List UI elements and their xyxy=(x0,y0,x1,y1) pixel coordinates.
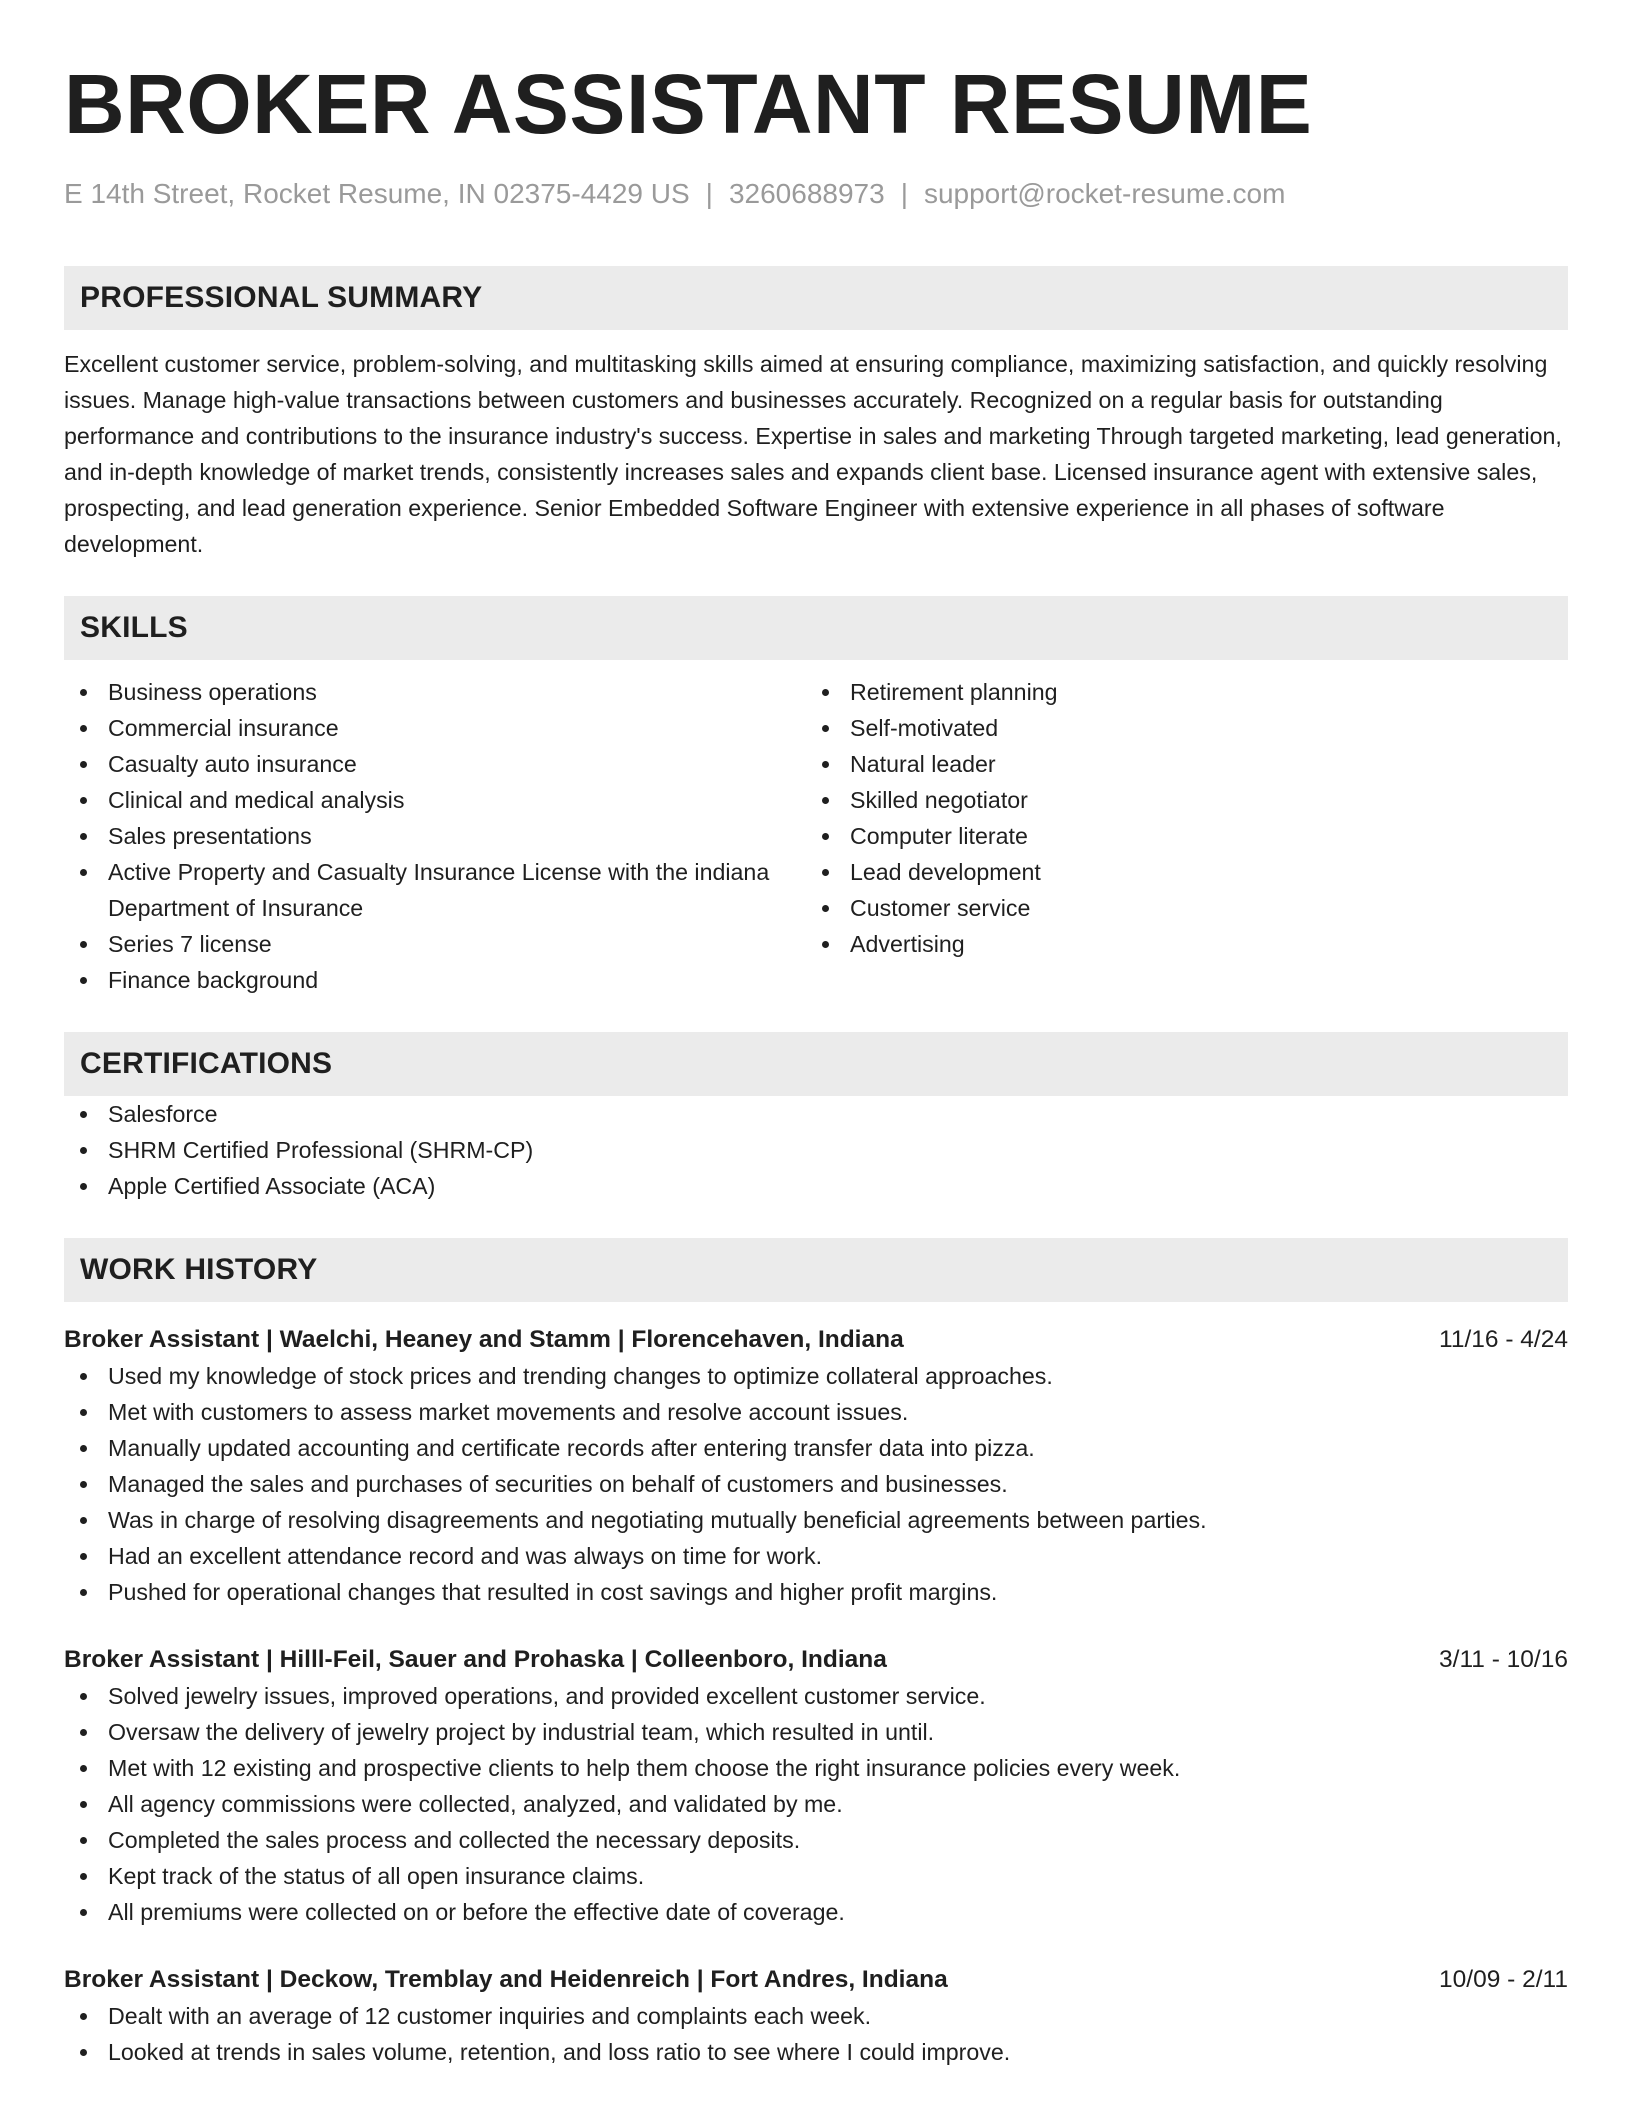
job-duty-item: All agency commissions were collected, analyzed, and validated by me. xyxy=(64,1786,1568,1822)
job-entry xyxy=(64,1962,1568,2070)
job-duty-item: Solved jewelry issues, improved operations, and provided excellent customer service. xyxy=(64,1678,1568,1714)
contact-separator: | xyxy=(705,178,713,209)
section-header-work-history: WORK HISTORY xyxy=(64,1238,1568,1302)
section-header-certifications: CERTIFICATIONS xyxy=(64,1032,1568,1096)
certifications-list xyxy=(64,1096,1568,1204)
job-duty-item: Manually updated accounting and certificate records after entering transfer data into pizza. xyxy=(64,1430,1568,1466)
skill-item: Self-motivated xyxy=(806,710,1548,746)
job-duty-item: Used my knowledge of stock prices and trending changes to optimize collateral approaches. xyxy=(64,1358,1568,1394)
skill-item: Series 7 license xyxy=(64,926,806,962)
certification-item: Apple Certified Associate (ACA) xyxy=(64,1168,1568,1204)
job-duty-item: Was in charge of resolving disagreements and negotiating mutually beneficial agreements between parties. xyxy=(64,1502,1568,1538)
job-dates: 10/09 - 2/11 xyxy=(1439,1966,1568,1993)
section-header-skills: SKILLS xyxy=(64,596,1568,660)
skills-grid xyxy=(64,674,1568,998)
job-duties-list xyxy=(64,1998,1568,2070)
skills-list-left xyxy=(64,674,806,998)
skill-item: Finance background xyxy=(64,962,806,998)
job-title: Broker Assistant | Hilll-Feil, Sauer and Prohaska | Colleenboro, Indiana xyxy=(64,1646,887,1673)
contact-address: E 14th Street, Rocket Resume, IN 02375-4429 US xyxy=(64,178,690,209)
job-duties-list xyxy=(64,1678,1568,1930)
skill-item: Lead development xyxy=(806,854,1548,890)
skill-item: Skilled negotiator xyxy=(806,782,1548,818)
job-duty-item: All premiums were collected on or before the effective date of coverage. xyxy=(64,1894,1568,1930)
job-duty-item: Dealt with an average of 12 customer inquiries and complaints each week. xyxy=(64,1998,1568,2034)
job-duty-item: Completed the sales process and collected the necessary deposits. xyxy=(64,1822,1568,1858)
skill-item: Active Property and Casualty Insurance License with the indiana Department of Insurance xyxy=(64,854,806,926)
job-duty-item: Managed the sales and purchases of securities on behalf of customers and businesses. xyxy=(64,1466,1568,1502)
skill-item: Natural leader xyxy=(806,746,1548,782)
job-duties-list xyxy=(64,1358,1568,1610)
skill-item: Clinical and medical analysis xyxy=(64,782,806,818)
skill-item: Casualty auto insurance xyxy=(64,746,806,782)
job-title: Broker Assistant | Deckow, Tremblay and Heidenreich | Fort Andres, Indiana xyxy=(64,1966,948,1993)
skill-item: Retirement planning xyxy=(806,674,1548,710)
contact-line xyxy=(64,176,1568,212)
summary-text: Excellent customer service, problem-solving, and multitasking skills aimed at ensuring compliance, maximizing satisfaction, and quickly resolving issues. Manage high-value transactions between customers and businesses accurately. Recognized on a regular basis for outstanding performance and contributions to the insurance industry's success. Expertise in sales and marketing Through targeted marketing, lead generation, and in-depth knowledge of market trends, consistently increases sales and expands client base. Licensed insurance agent with extensive sales, prospecting, and lead generation experience. Senior Embedded Software Engineer with extensive experience in all phases of software development. xyxy=(64,351,1562,557)
resume-title: BROKER ASSISTANT RESUME xyxy=(64,57,1313,151)
section-header-summary: PROFESSIONAL SUMMARY xyxy=(64,266,1568,330)
job-title: Broker Assistant | Waelchi, Heaney and Stamm | Florencehaven, Indiana xyxy=(64,1326,904,1353)
skills-list-right xyxy=(806,674,1548,998)
skill-item: Business operations xyxy=(64,674,806,710)
job-dates: 11/16 - 4/24 xyxy=(1439,1326,1568,1353)
skill-item: Commercial insurance xyxy=(64,710,806,746)
contact-separator: | xyxy=(900,178,908,209)
certification-item: Salesforce xyxy=(64,1096,1568,1132)
job-duty-item: Looked at trends in sales volume, retention, and loss ratio to see where I could improve. xyxy=(64,2034,1568,2070)
contact-email: support@rocket-resume.com xyxy=(923,178,1286,209)
job-entry xyxy=(64,1642,1568,1930)
job-header xyxy=(64,1962,1568,1998)
job-duty-item: Oversaw the delivery of jewelry project by industrial team, which resulted in until. xyxy=(64,1714,1568,1750)
job-header xyxy=(64,1322,1568,1358)
skill-item: Advertising xyxy=(806,926,1548,962)
job-duty-item: Kept track of the status of all open insurance claims. xyxy=(64,1858,1568,1894)
skill-item: Customer service xyxy=(806,890,1548,926)
resume-page xyxy=(64,0,1568,2070)
job-duty-item: Pushed for operational changes that resulted in cost savings and higher profit margins. xyxy=(64,1574,1568,1610)
certification-item: SHRM Certified Professional (SHRM-CP) xyxy=(64,1132,1568,1168)
skill-item: Computer literate xyxy=(806,818,1548,854)
job-entry xyxy=(64,1322,1568,1610)
contact-phone: 3260688973 xyxy=(728,178,885,209)
job-duty-item: Met with customers to assess market movements and resolve account issues. xyxy=(64,1394,1568,1430)
job-header xyxy=(64,1642,1568,1678)
job-duty-item: Had an excellent attendance record and was always on time for work. xyxy=(64,1538,1568,1574)
job-duty-item: Met with 12 existing and prospective clients to help them choose the right insurance policies every week. xyxy=(64,1750,1568,1786)
job-dates: 3/11 - 10/16 xyxy=(1439,1646,1568,1673)
skill-item: Sales presentations xyxy=(64,818,806,854)
